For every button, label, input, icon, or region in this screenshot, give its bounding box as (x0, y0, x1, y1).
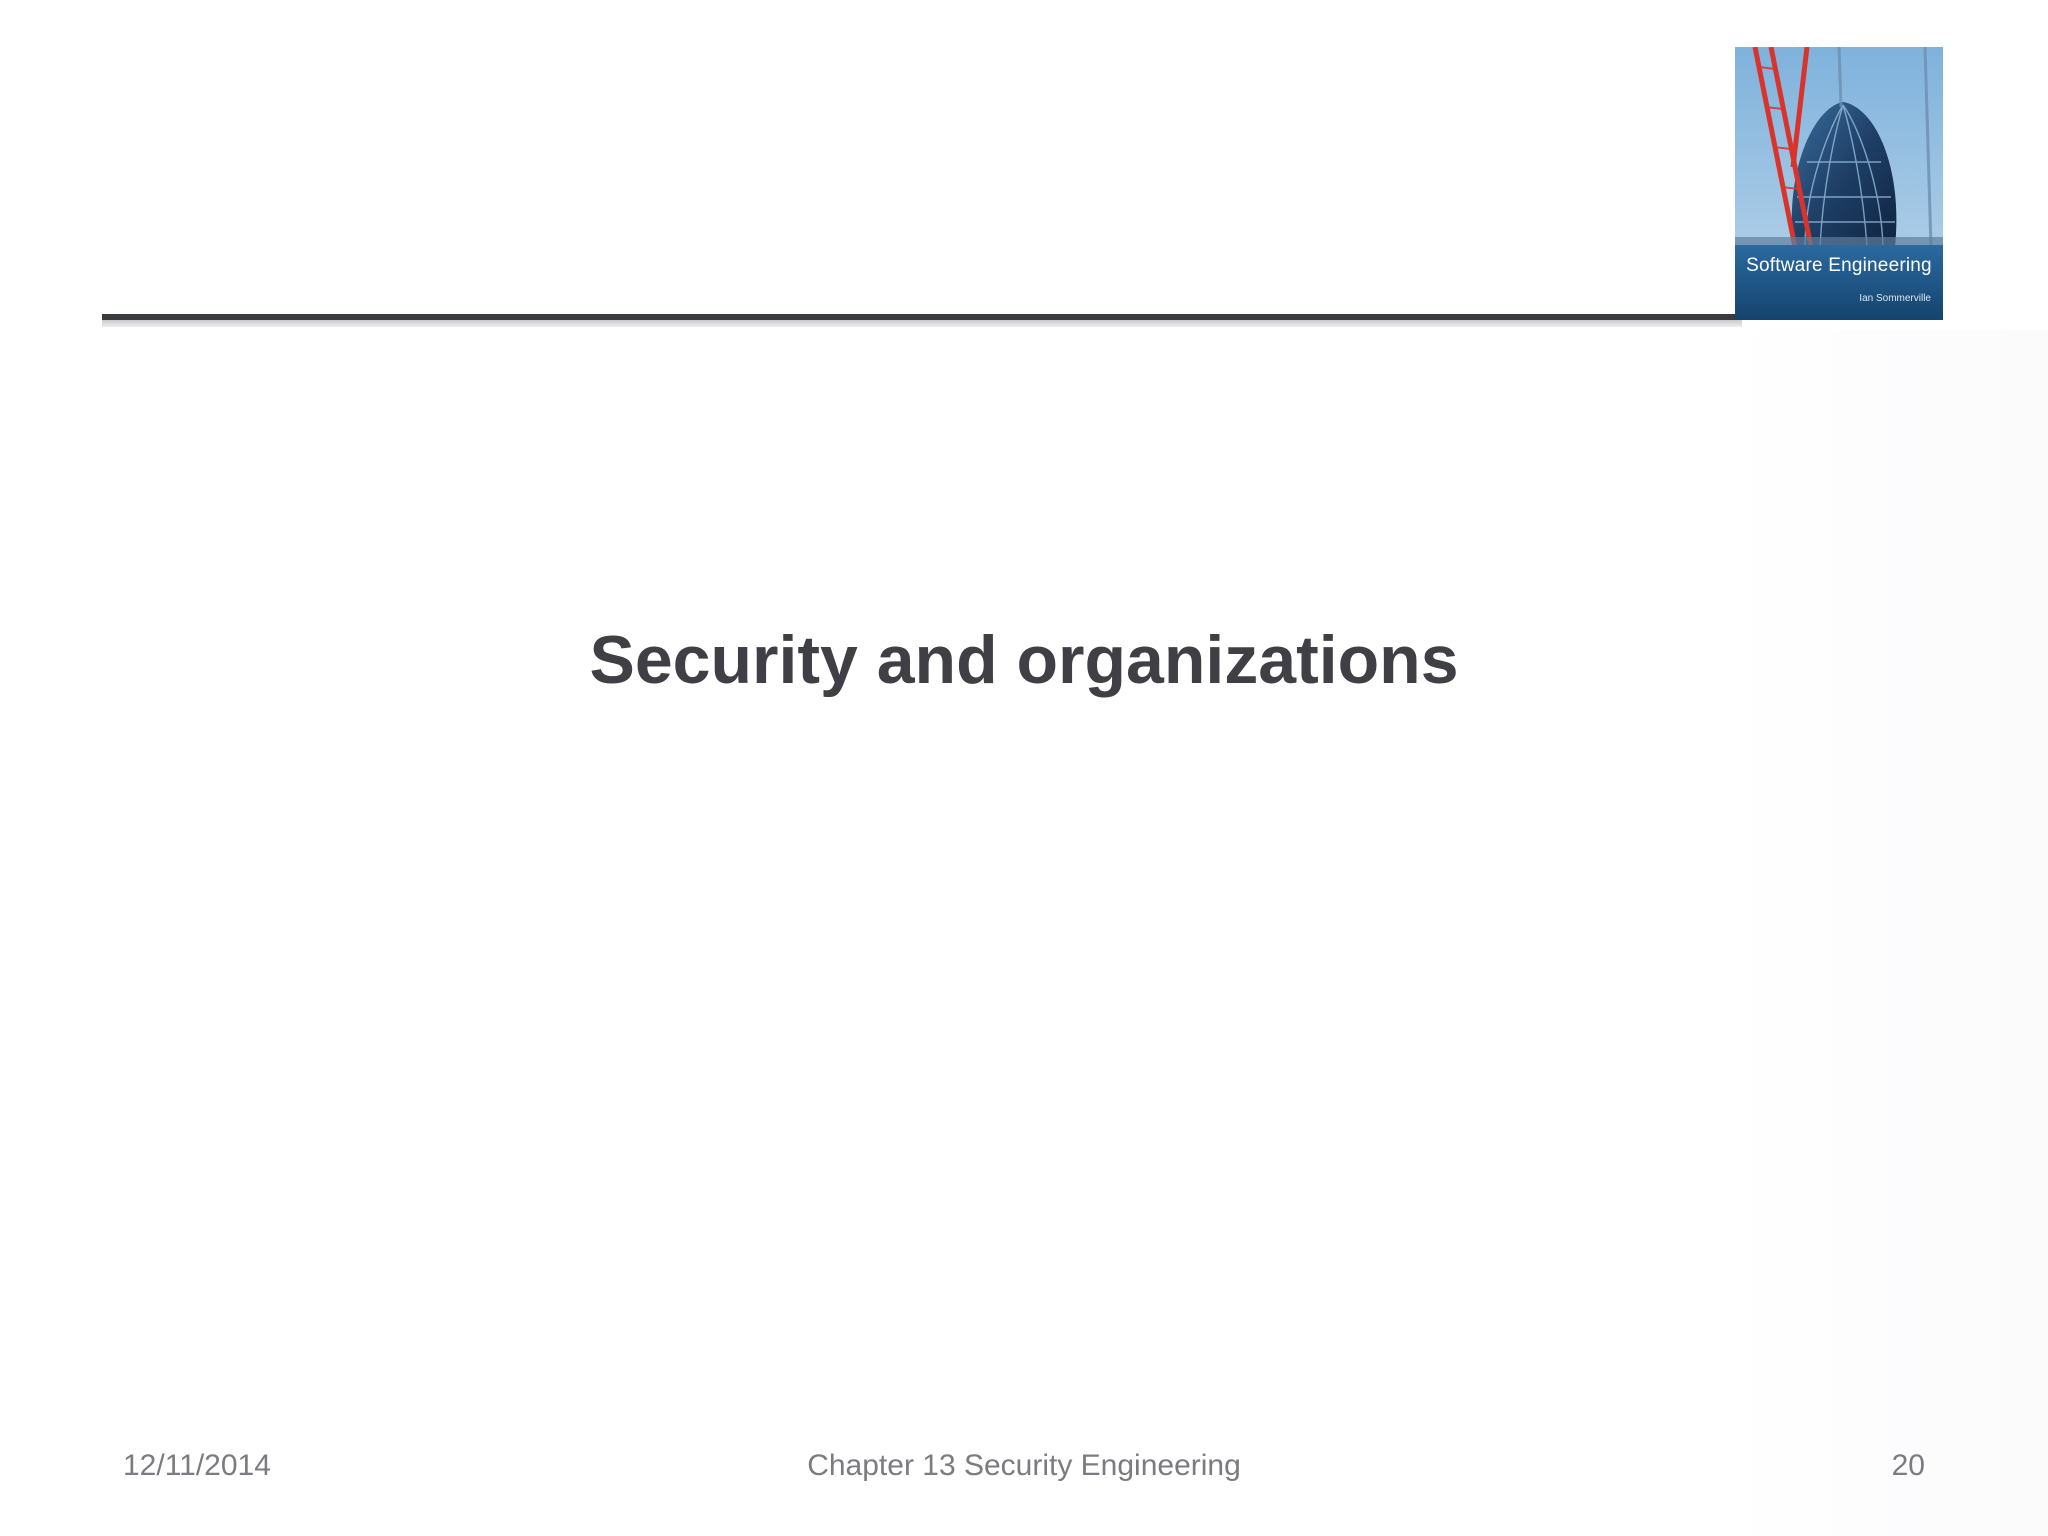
right-shade-band (1730, 330, 2048, 1536)
slide-title: Security and organizations (589, 622, 1459, 698)
footer-page-number: 20 (1891, 1449, 1925, 1482)
footer-chapter: Chapter 13 Security Engineering (807, 1449, 1241, 1482)
book-cover-icon (1735, 47, 1943, 320)
book-cover-title: Software Engineering (1746, 255, 1932, 276)
footer-date: 12/11/2014 (123, 1449, 271, 1482)
book-cover-author: Ian Sommerville (1859, 293, 1931, 304)
header-rule-shadow (102, 320, 1742, 327)
